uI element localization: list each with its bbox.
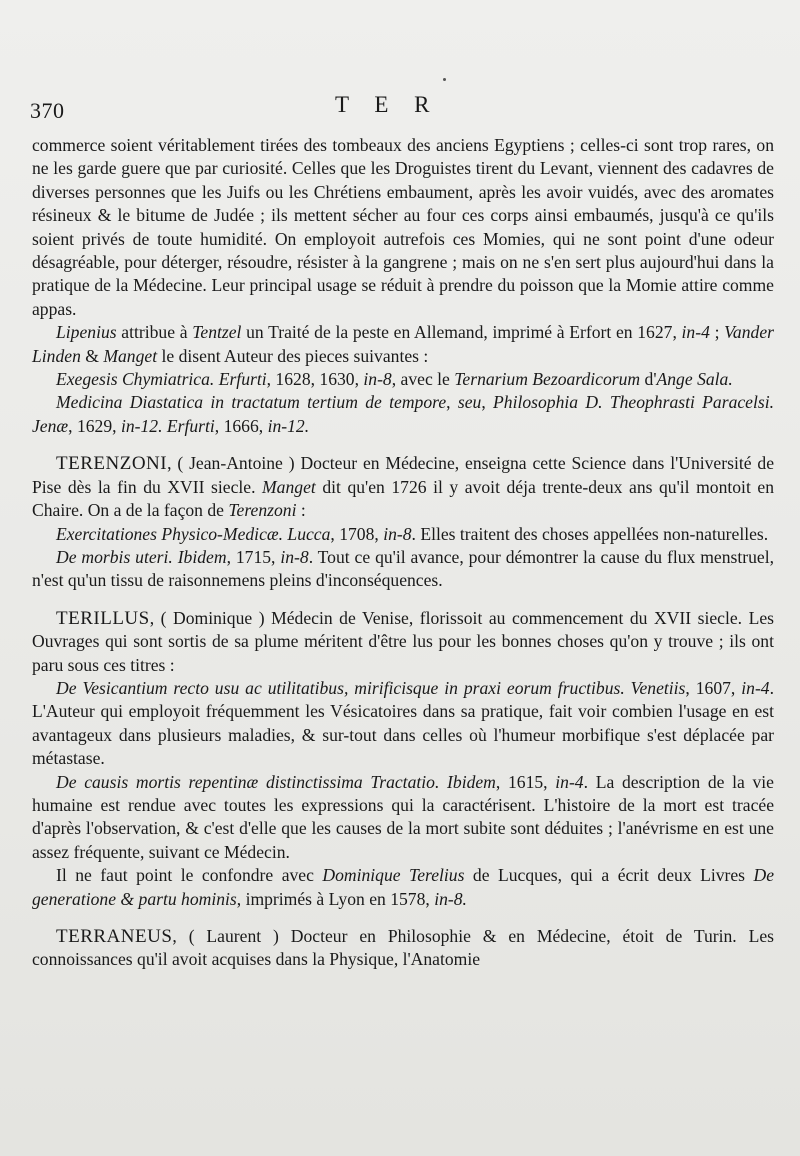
italic-text: De generatione & partu hominis (32, 865, 775, 909)
paragraph-exercitationes (32, 523, 774, 546)
text-run: , 1607, (685, 677, 742, 698)
italic-text: in-8 (280, 546, 309, 567)
italic-text: Exegesis Chymiatrica. Erfurti (56, 369, 267, 390)
running-head: T E R (335, 92, 440, 117)
page-header (0, 0, 800, 130)
italic-text: Terenzoni (228, 500, 297, 521)
paragraph-terraneus (32, 925, 774, 972)
italic-text: in-8 (363, 369, 392, 390)
text-run: & (80, 345, 104, 366)
text-run: . L'Auteur qui employoit fréquemment les Vésicatoires dans sa pratique, fait voir combien l'usage en est avantageux dans plusieurs maladies, & sur-tout dans celles où l'humeur morbifique s'est déplacée par métastase. (32, 677, 775, 769)
italic-text: Dominique Terelius (322, 865, 465, 886)
italic-text: Tentzel (192, 322, 242, 343)
italic-text: Exercitationes Physico-Medicæ. Lucca (56, 523, 331, 544)
text-run: , avec le (391, 369, 455, 390)
italic-text: De morbis uteri. Ibidem (56, 546, 227, 567)
paragraph-exegesis (32, 368, 774, 391)
text-run: : (296, 500, 306, 521)
ink-speck (443, 78, 446, 81)
text-run: , 1708, (330, 523, 384, 544)
italic-text: Vander Linden (32, 322, 774, 366)
entry-headword: TERENZONI (56, 453, 168, 475)
italic-text: in-4 (681, 322, 710, 343)
italic-text: in-12. Erfurti (120, 415, 215, 436)
entry-headword: TERRANEUS (56, 926, 173, 947)
text-run: , (446, 392, 458, 413)
paragraph-medicina (32, 391, 774, 438)
text-run: , ( Laurent ) Docteur en Philosophie & en Médecine, étoit de Turin. Les connoissances qu'il avoit acquises dans la Physique, l'Anatomie (32, 926, 774, 970)
paragraph-de-vesicantium (32, 677, 774, 771)
paragraph-de-morbis (32, 546, 774, 593)
page-number: 370 (30, 98, 65, 123)
text-run: le disent Auteur des pieces suivantes : (157, 345, 429, 366)
italic-text: in-4 (555, 771, 584, 792)
paragraph-de-causis (32, 771, 774, 865)
entry-headword: TERILLUS (56, 607, 150, 629)
italic-text: Ange Sala. (656, 369, 733, 390)
text-run: , (481, 392, 494, 413)
paragraph-terelius (32, 864, 774, 911)
text-run: , imprimés à Lyon en 1578, (236, 888, 435, 909)
text-run: Il ne faut point le confondre avec (56, 865, 323, 886)
text-run: , ( Jean-Antoine ) Docteur en Médecine, enseigna cette Science dans l'Université de Pise dès la fin du XVII siecle. (32, 453, 774, 497)
italic-text: Manget (262, 476, 316, 497)
italic-text: seu (457, 392, 482, 413)
text-run: , 1715, (226, 546, 281, 567)
text-run: . Tout ce qu'il avance, pour démontrer la cause du flux menstruel, n'est qu'un tissu de raisonnemens pleins d'inconséquences. (32, 546, 774, 591)
italic-text: De Vesicantium recto usu ac utilitatibus, mirificisque in praxi eorum fructibus. Venetiis (56, 677, 686, 698)
text-run: ; (709, 322, 725, 343)
italic-text: Manget (103, 345, 158, 366)
text-run: , 1629, (68, 415, 121, 436)
italic-text: in-8 (383, 523, 412, 544)
text-run: commerce soient véritablement tirées des tombeaux des anciens Egyptiens ; celles-ci sont trop rares, on ne les garde guere que par curiosité. Celles que les Droguistes tirent du Levant, viennent des cadavres de diverses personnes que les Juifs ou les Chrétiens embaument, après les avoir vuidés, avec des aromates résineux & le bitume de Judée ; ils mettent sécher au four ces corps ainsi embaumés, jusqu'à ce qu'ils soient privés de toute humidité. On employoit autrefois ces Momies, qui ne sont point d'une odeur désagréable, pour déterger, résoudre, résister à la gangrene ; mais on ne s'en sert plus aujourd'hui dans la pratique de la Médecine. Leur principal usage se réduit à prendre du poisson que la Momie attire comme appas. (32, 135, 774, 319)
italic-text: in-8. (434, 888, 467, 909)
text-run: dit qu'en 1726 il y avoit déja trente-deux ans qu'il montoit en Chaire. On a de la façon de (32, 476, 774, 521)
italic-text: in-4 (741, 677, 770, 698)
paragraph-terillus (32, 607, 774, 677)
text-run: , 1628, 1630, (266, 369, 364, 390)
text-run: . Elles traitent des choses appellées non-naturelles. (411, 523, 769, 544)
italic-text: Lipenius (56, 322, 117, 343)
text-run: , 1615, (495, 771, 556, 792)
italic-text: Medicina Diastatica in tractatum tertium de tempore (56, 392, 447, 413)
italic-text: Philosophia D. Theophrasti Paracelsi. Jenæ (32, 392, 775, 436)
paragraph-momie-continuation (32, 134, 774, 321)
text-run: , ( Dominique ) Médecin de Venise, florissoit au commencement du XVII siecle. Les Ouvrages qui sont sortis de sa plume méritent d'être lus pour les bonnes choses qu'on y trouve ; ils ont paru sous ces titres : (32, 607, 774, 675)
paragraph-lipenius (32, 321, 774, 368)
text-run: de Lucques, qui a écrit deux Livres (464, 865, 754, 886)
paragraph-terenzoni (32, 452, 774, 522)
italic-text: Ternarium Bezoardicorum (454, 369, 641, 390)
italic-text: in-12. (267, 415, 310, 436)
text-run: un Traité de la peste en Allemand, imprimé à Erfort en 1627, (241, 322, 682, 343)
page-body (32, 134, 774, 972)
text-run: d' (640, 369, 657, 390)
text-run: . La description de la vie humaine est rendue avec toutes les expressions qui la caractérisent. L'histoire de la mort est tracée d'après l'observation, & c'est d'elle que les causes de la mort subite sont déduites ; l'anévrisme en est une assez fréquente, suivant ce Médecin. (32, 771, 774, 862)
text-run: attribue à (116, 322, 193, 343)
text-run: , 1666, (214, 415, 268, 436)
italic-text: De causis mortis repentinæ distinctissima Tractatio. Ibidem (56, 771, 496, 792)
